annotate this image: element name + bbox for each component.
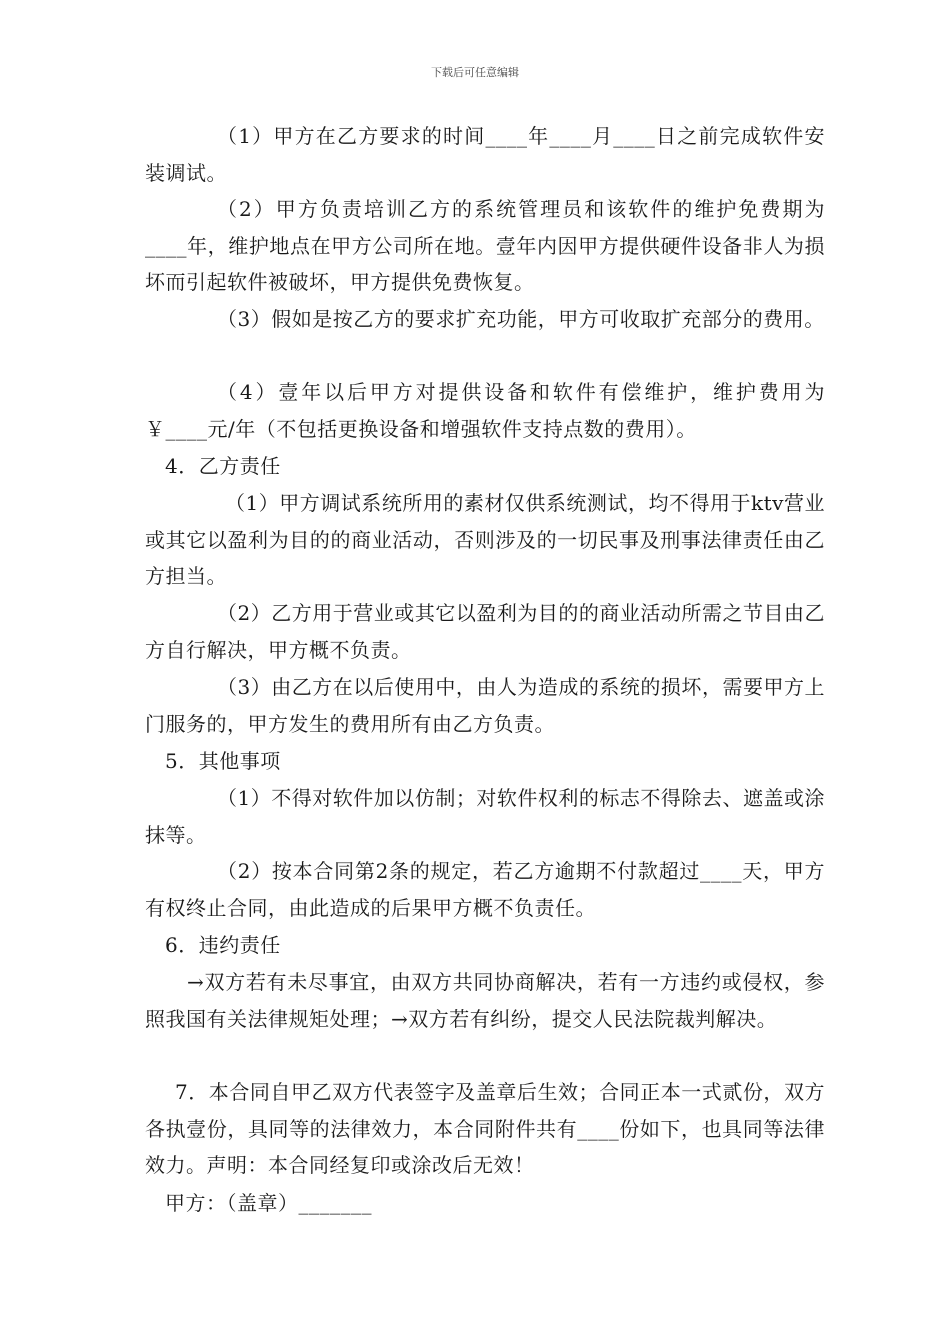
section-4-clause-2: （2）乙方用于营业或其它以盈利为目的的商业活动所需之节目由乙方自行解决，甲方概不负责。 bbox=[145, 601, 825, 662]
section-6-heading: 6．违约责任 bbox=[165, 933, 281, 957]
clause-3: （3）假如是按乙方的要求扩充功能，甲方可收取扩充部分的费用。 bbox=[217, 307, 825, 331]
section-7-body: 7．本合同自甲乙双方代表签字及盖章后生效；合同正本一式贰份，双方各执壹份，具同等的法律效力，本合同附件共有____份如下，也具同等法律效力。声明：本合同经复印或涂改后无效！ bbox=[145, 1080, 825, 1177]
clause-1: （1）甲方在乙方要求的时间____年____月____日之前完成软件安装调试。 bbox=[145, 124, 825, 185]
section-5-heading: 5．其他事项 bbox=[165, 749, 281, 773]
section-4-heading: 4．乙方责任 bbox=[165, 454, 281, 478]
section-5-clause-1: （1）不得对软件加以仿制；对软件权利的标志不得除去、遮盖或涂抹等。 bbox=[145, 786, 825, 847]
clause-2: （2）甲方负责培训乙方的系统管理员和该软件的维护免费期为____年，维护地点在甲方公司所在地。壹年内因甲方提供硬件设备非人为损坏而引起软件被破坏，甲方提供免费恢复。 bbox=[145, 197, 825, 294]
section-6-body: →双方若有未尽事宜，由双方共同协商解决，若有一方违约或侵权，参照我国有关法律规矩处理；→双方若有纠纷，提交人民法院裁判解决。 bbox=[145, 970, 825, 1031]
section-5-clause-2: （2）按本合同第2条的规定，若乙方逾期不付款超过____天，甲方有权终止合同，由此造成的后果甲方概不负责任。 bbox=[145, 859, 825, 920]
page-header: 下载后可任意编辑 bbox=[431, 66, 519, 79]
clause-4: （4）壹年以后甲方对提供设备和软件有偿维护，维护费用为￥____元/年（不包括更换设备和增强软件支持点数的费用）。 bbox=[145, 380, 825, 441]
section-4-clause-3: （3）由乙方在以后使用中，由人为造成的系统的损坏，需要甲方上门服务的，甲方发生的费用所有由乙方负责。 bbox=[145, 675, 825, 736]
signature-line: 甲方：（盖章）_______ bbox=[165, 1191, 372, 1215]
section-4-clause-1: （1）甲方调试系统所用的素材仅供系统测试，均不得用于ktv营业或其它以盈利为目的的商业活动，否则涉及的一切民事及刑事法律责任由乙方担当。 bbox=[145, 491, 825, 588]
